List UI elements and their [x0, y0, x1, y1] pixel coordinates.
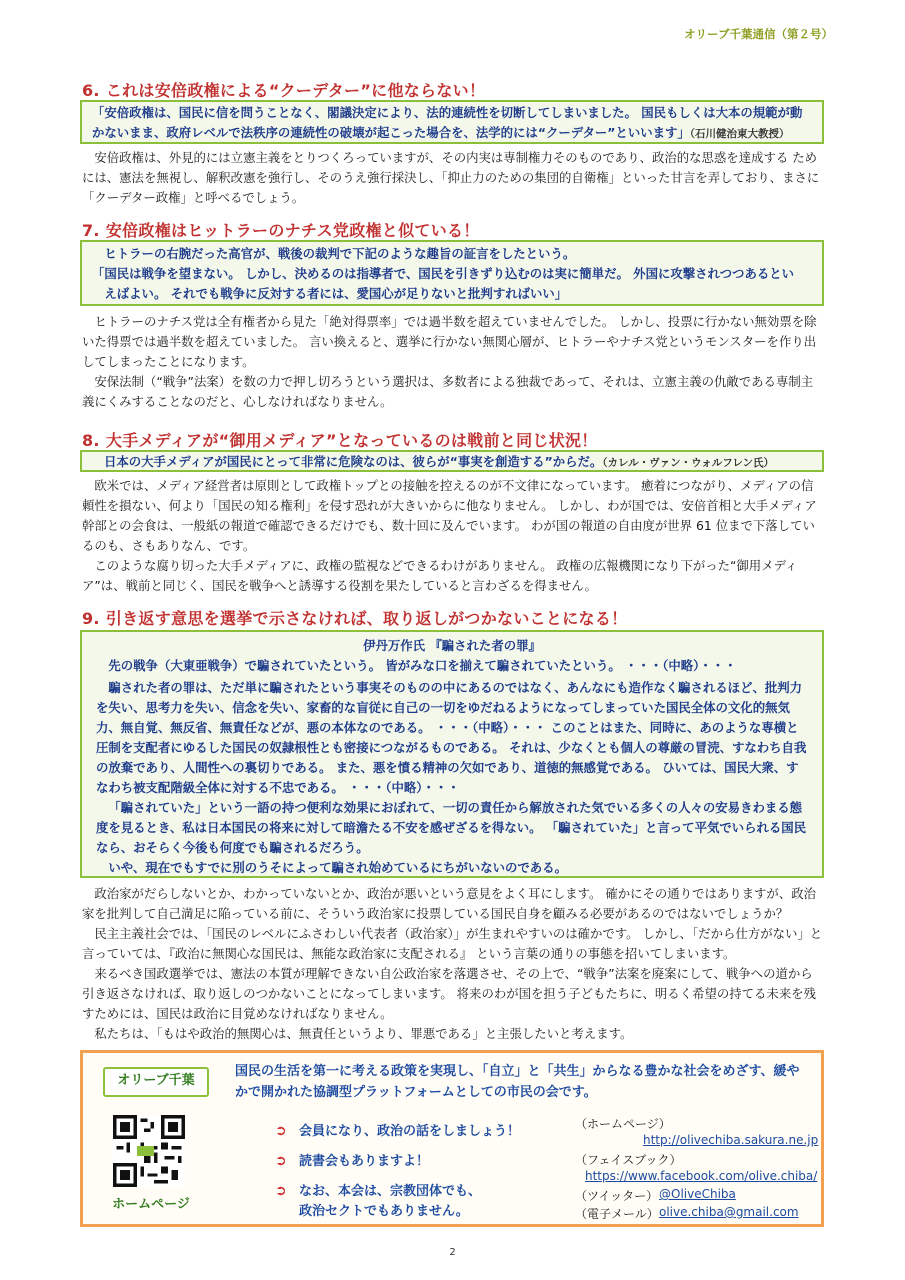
contact-homepage-label: （ホームページ）	[575, 1117, 671, 1131]
page-number: 2	[449, 1247, 456, 1258]
email-link[interactable]: olive.chiba@gmail.com	[659, 1205, 799, 1219]
homepage-link[interactable]: http://olivechiba.sakura.ne.jp	[643, 1133, 819, 1147]
section-6-quote: 「安倍政権は、国民に信を問うことなく、閣議決定により、法的連続性を切断してしまいました。 国民もしくは大本の規範が動 かないまま、政府レベルで法秩序の連続性の破壊が起こった場合を、法学的には“クーデター”といいます」（石川健治東大教授）	[80, 100, 824, 144]
swirl-bullet-icon: ➲	[275, 1183, 287, 1199]
section-9-body: 政治家がだらしないとか、わかっていないとか、政治が悪いという意見をよく耳にします。 確かにその通りではありますが、政治家を批判して自己満足に陥っている前に、そういう政治家に投票している国民自身を顧みる必要があるのではないでしょうか？ 民主主義社会では、「国民のレベルにふさわしい代表者（政治家）」が生まれやすいのは確かです。 しかし、「だから仕方がない」と言っていては、『政治に無関心な国民は、無能な政治家に支配される』 という言葉の通りの事態を招いてしまいます。 来るべき国政選挙では、憲法の本質が理解できない自公政治家を落選させ、その上で、“戦争”法案を廃案にして、戦争への道から引き返さなければ、取り返しのつかないことになってしまいます。 将来のわが国を担う子どもたちに、明るく希望の持てる未来を残すためには、国民は政治に目覚めなければなりません。 私たちは、「もはや政治的無関心は、無責任というより、罪悪である」と主張したいと考えます。	[82, 886, 823, 1041]
contact-facebook-label: （フェイスブック）	[575, 1153, 682, 1167]
swirl-bullet-icon: ➲	[275, 1123, 287, 1139]
section-7-title: 7. 安倍政権はヒットラーのナチス党政権と似ている！	[82, 221, 480, 240]
newsletter-header: オリーブ千葉通信（第２号）	[684, 27, 833, 41]
section-6-title: 6. これは安倍政権による“クーデター”に他ならない！	[82, 81, 486, 100]
olive-chiba-badge: オリーブ千葉	[103, 1067, 209, 1097]
qr-code-icon[interactable]	[113, 1115, 185, 1187]
section-9-quote: 伊丹万作氏 『騙された者の罪』 先の戦争（大東亜戦争）で騙されていたという。 皆がみな口を揃えて騙されていたという。 ・・・（中略）・・・ 騙された者の罪は、ただ単に騙されたという事実そのものの中にあるのではなく、あんなにも造作なく騙されるほど、批判力を失い、思考力を失い、信念を失い、家畜的な盲従に自己の一切をゆだねるようになってしまっていた国民全体の文化的無気力、無自覚、無反省、無責任などが、悪の本体なのである。 ・・・（中略）・・・ このことはまた、同時に、あのような専横と圧制を支配者にゆるした国民の奴隷根性とも密接につながるものである。 それは、少なくとも個人の尊厳の冒涜、すなわち自我の放棄であり、人間性への裏切りである。 また、悪を憤る精神の欠如であり、道徳的無感覚である。 ひいては、国民大衆、すなわち被支配階級全体に対する不忠である。 ・・・（中略）・・・ 「騙されていた」という一語の持つ便利な効果におぼれて、一切の責任から解放された気でいる多くの人々の安易きわまる態度を見るとき、私は日本国民の将来に対して暗澹たる不安を感ぜざるを得ない。 「騙されていた」と言って平気でいられる国民なら、おそらく今後も何度でも騙されるだろう。 いや、現在でもすでに別のうそによって騙され始めているにちがいないのである。	[80, 630, 824, 878]
section-8-title: 8. 大手メディアが“御用メディア”となっているのは戦前と同じ状況！	[82, 431, 598, 450]
swirl-bullet-icon: ➲	[275, 1153, 287, 1169]
section-8-body: 欧米では、メディア経営者は原則として政権トップとの接触を控えるのが不文律になっています。 癒着につながり、メディアの信頼性を損ない、何より「国民の知る権利」を侵す恐れが大きいからに他なりません。 しかし、わが国では、安倍首相と大手メディア幹部との会食は、一般紙の報道で確認できるだけでも、数十回に及んでいます。 わが国の報道の自由度が世界 61 位まで下落しているのも、さもありなん、です。 このような腐り切った大手メディアに、政権の監視などできるわけがありません。 政権の広報機関になり下がった“御用メディア”は、戦前と同じく、国民を戦争へと誘導する役割を果たしていると言わざるを得ません。	[82, 478, 817, 593]
section-8-quote: 日本の大手メディアが国民にとって非常に危険なのは、彼らが“事実を創造する”からだ。（カレル・ヴァン・ウォルフレン氏）	[80, 450, 824, 472]
twitter-link[interactable]: @OliveChiba	[659, 1187, 736, 1201]
facebook-link[interactable]: https://www.facebook.com/olive.chiba/	[585, 1169, 818, 1183]
section-7-quote: ヒトラーの右腕だった高官が、戦後の裁判で下記のような趣旨の証言をしたという。 「国民は戦争を望まない。 しかし、決めるのは指導者で、国民を引きずり込むのは実に簡単だ。 外国に攻撃されつつあるとい えばよい。 それでも戦争に反対する者には、愛国心が足りないと批判すればいい」	[80, 240, 824, 306]
bullet-reading-club: ➲ 読書会もありますよ！	[275, 1153, 430, 1169]
bullet-membership: ➲ 会員になり、政治の話をしましょう！	[275, 1123, 521, 1139]
quote-heading: 伊丹万作氏 『騙された者の罪』	[363, 638, 541, 653]
section-9-title: 9. 引き返す意思を選挙で示さなければ、取り返しがつかないことになる！	[82, 609, 628, 628]
bullet-disclaimer: ➲ なお、本会は、宗教団体でも、 政治セクトでもありません。	[275, 1183, 482, 1219]
organization-slogan: 国民の生活を第一に考える政策を実現し、「自立」と「共生」からなる豊かな社会をめざす、緩やかで開かれた協調型プラットフォームとしての市民の会です。	[235, 1064, 800, 1100]
contact-twitter-label: （ツイッター）	[575, 1189, 659, 1203]
contact-email-label: （電子メール）	[575, 1207, 659, 1221]
homepage-qr-label: ホームページ	[112, 1197, 190, 1212]
section-7-body: ヒトラーのナチス党は全有権者から見た「絶対得票率」では過半数を超えていませんでした。 しかし、投票に行かない無効票を除いた得票では過半数を超えていました。 言い換えると、選挙に行かない無関心層が、ヒトラーやナチス党というモンスターを作り出してしまったことになります。 安保法制（“戦争”法案）を数の力で押し切ろうという選択は、多数者による独裁であって、それは、立憲主義の仇敵である専制主義にくみすることなのだと、心しなければなりません。	[82, 314, 817, 409]
section-6-body: 安倍政権は、外見的には立憲主義をとりつくろっていますが、その内実は専制権力そのものであり、政治的な思惑を達成する ためには、憲法を無視し、解釈改憲を強行し、そのうえ強行採決し、「抑止力のための集団的自衛権」といった甘言を弄しており、まさに「クーデター政権」と呼べるでしょう。	[82, 150, 820, 205]
organization-info-box	[80, 1050, 824, 1227]
